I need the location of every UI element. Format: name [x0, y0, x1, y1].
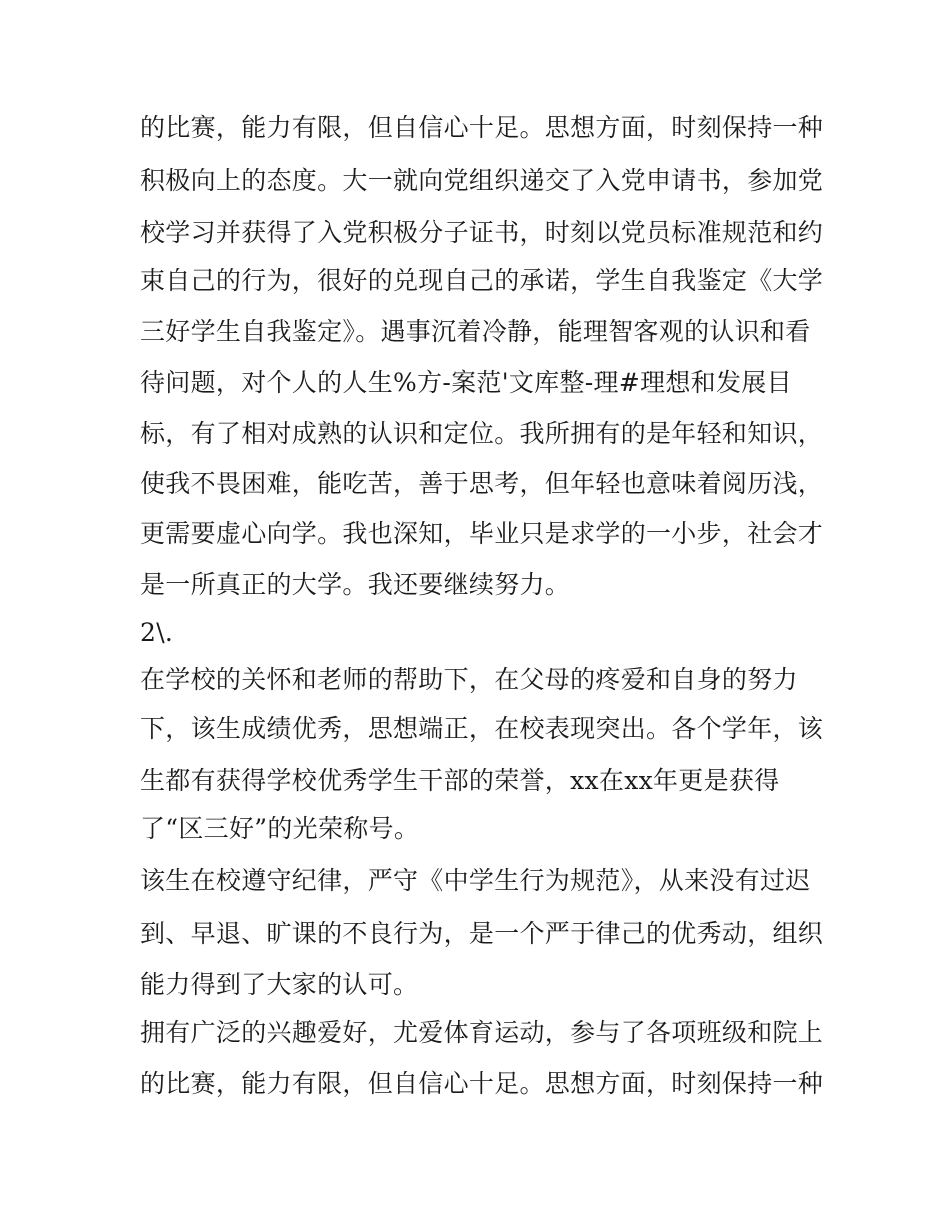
text-line: 待问题，对个人的人生%方-案范'文库整-理#理想和发展目	[140, 368, 792, 397]
text-line: 更需要虚心向学。我也深知，毕业只是求学的一小步，社会才	[140, 519, 824, 548]
text-line: 的比赛，能力有限，但自信心十足。思想方面，时刻保持一种	[140, 113, 824, 142]
text-line: 了“区三好”的光荣称号。	[140, 814, 420, 843]
text-line: 标，有了相对成熟的认识和定位。我所拥有的是年轻和知识，	[140, 419, 824, 448]
text-line: 拥有广泛的兴趣爱好，尤爱体育运动，参与了各项班级和院上	[140, 1018, 824, 1047]
text-line: 生都有获得学校优秀学生干部的荣誉，xx在xx年更是获得	[140, 766, 780, 795]
text-line: 的比赛，能力有限，但自信心十足。思想方面，时刻保持一种	[140, 1069, 824, 1098]
section-number: 2\.	[140, 618, 174, 647]
text-line: 下，该生成绩优秀，思想端正，在校表现突出。各个学年，该	[140, 714, 824, 743]
text-line: 束自己的行为，很好的兑现自己的承诺，学生自我鉴定《大学	[140, 266, 824, 295]
text-line: 能力得到了大家的认可。	[140, 970, 419, 999]
text-line: 校学习并获得了入党积极分子证书，时刻以党员标准规范和约	[140, 218, 824, 247]
text-line: 是一所真正的大学。我还要继续努力。	[140, 570, 571, 599]
text-line: 在学校的关怀和老师的帮助下，在父母的疼爱和自身的努力	[140, 665, 798, 694]
text-line: 使我不畏困难，能吃苦，善于思考，但年轻也意味着阅历浅，	[140, 469, 824, 498]
text-line: 积极向上的态度。大一就向党组织递交了入党申请书，参加党	[140, 166, 824, 195]
text-line: 三好学生自我鉴定》。遇事沉着冷静，能理智客观的认识和看	[140, 317, 811, 346]
text-line: 该生在校遵守纪律，严守《中学生行为规范》，从来没有过迟	[140, 866, 811, 895]
text-line: 到、早退、旷课的不良行为，是一个严于律己的优秀动，组织	[140, 919, 824, 948]
